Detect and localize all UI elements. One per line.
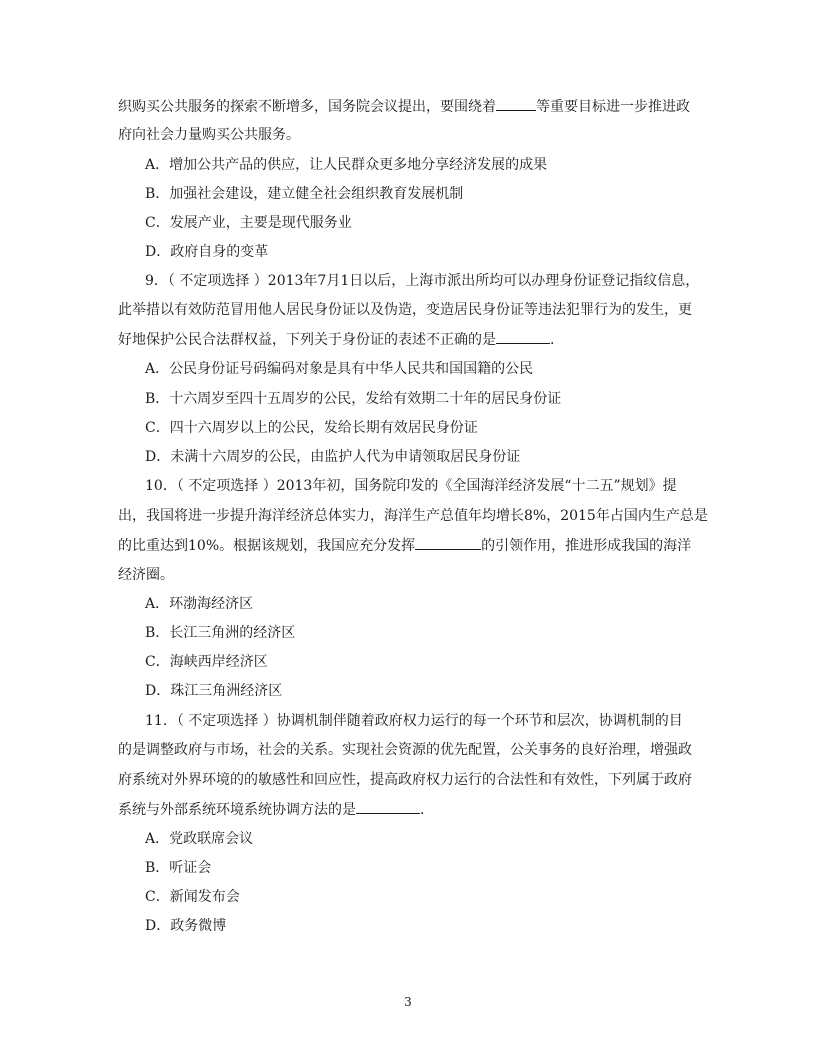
q11-option-a: A．党政联席会议 bbox=[145, 831, 254, 847]
q11-stem-line: 11．（ 不定项选择 ）协调机制伴随着政府权力运行的每一个环节和层次，协调机制的目 bbox=[145, 713, 683, 729]
q11-option-c: C．新闻发布会 bbox=[145, 889, 240, 905]
q8-stem-text: 织购买公共服务的探索不断增多，国务院会议提出，要围绕着 bbox=[118, 99, 496, 115]
q8-stem-line: 府向社会力量购买公共服务。 bbox=[118, 127, 300, 143]
q10-stem-line: 经济圈。 bbox=[118, 567, 174, 583]
q9-option-c: C．四十六周岁以上的公民，发给长期有效居民身份证 bbox=[145, 420, 478, 436]
q10-option-b: B．长江三角洲的经济区 bbox=[145, 625, 296, 641]
q8-stem-line bbox=[118, 96, 690, 117]
q8-option-c: C．发展产业，主要是现代服务业 bbox=[145, 215, 352, 231]
q9-stem-line bbox=[118, 329, 554, 350]
answer-blank bbox=[496, 329, 550, 344]
q10-stem-line bbox=[118, 535, 691, 556]
q9-option-a: A．公民身份证号码编码对象是具有中华人民共和国国籍的公民 bbox=[145, 361, 534, 377]
q11-stem-line bbox=[118, 799, 424, 820]
q9-stem-text: 好地保护公民合法群权益，下列关于身份证的表述不正确的是 bbox=[118, 332, 496, 348]
q11-option-b: B．听证会 bbox=[145, 860, 212, 876]
answer-blank bbox=[356, 799, 420, 814]
q11-stem-line: 府系统对外界环境的的敏感性和回应性，提高政府权力运行的合法性和有效性，下列属于政府 bbox=[118, 772, 692, 788]
q8-stem-text: 等重要目标进一步推进政 bbox=[536, 99, 690, 115]
q10-stem-line: 10．（ 不定项选择 ）2013年初，国务院印发的《全国海洋经济发展“十二五”规划》提 bbox=[145, 478, 677, 494]
q10-stem-line: 出，我国将进一步提升海洋经济总体实力，海洋生产总值年均增长8%，2015年占国内生产总是 bbox=[118, 508, 708, 524]
q9-stem-line: 9．（ 不定项选择 ）2013年7月1日以后，上海市派出所均可以办理身份证登记指纹信息， bbox=[145, 273, 700, 289]
q9-option-d: D．未满十六周岁的公民，由监护人代为申请领取居民身份证 bbox=[145, 449, 521, 465]
q9-stem-text: . bbox=[550, 332, 555, 348]
q11-stem-text: . bbox=[420, 802, 425, 818]
q11-stem-line: 的是调整政府与市场，社会的关系。实现社会资源的优先配置，公关事务的良好治理，增强政 bbox=[118, 742, 692, 758]
q10-option-a: A．环渤海经济区 bbox=[145, 596, 254, 612]
q9-stem-line: 此举措以有效防范冒用他人居民身份证以及伪造，变造居民身份证等违法犯罪行为的发生，更 bbox=[118, 302, 692, 318]
q10-stem-text: 的引领作用，推进形成我国的海洋 bbox=[481, 538, 692, 554]
q11-option-d: D．政务微博 bbox=[145, 918, 227, 934]
q9-option-b: B．十六周岁至四十五周岁的公民，发给有效期二十年的居民身份证 bbox=[145, 391, 562, 407]
q10-option-c: C．海峡西岸经济区 bbox=[145, 654, 268, 670]
answer-blank bbox=[496, 96, 536, 111]
q10-stem-text: 的比重达到10%。根据该规划，我国应充分发挥 bbox=[118, 538, 416, 554]
q8-option-a: A．增加公共产品的供应，让人民群众更多地分享经济发展的成果 bbox=[145, 157, 548, 173]
page-number: 3 bbox=[404, 995, 412, 1009]
q10-option-d: D．珠江三角洲经济区 bbox=[145, 683, 283, 699]
answer-blank bbox=[415, 535, 481, 550]
q8-option-d: D．政府自身的变革 bbox=[145, 244, 269, 260]
q8-option-b: B．加强社会建设，建立健全社会组织教育发展机制 bbox=[145, 186, 464, 202]
q11-stem-text: 系统与外部系统环境系统协调方法的是 bbox=[118, 802, 356, 818]
